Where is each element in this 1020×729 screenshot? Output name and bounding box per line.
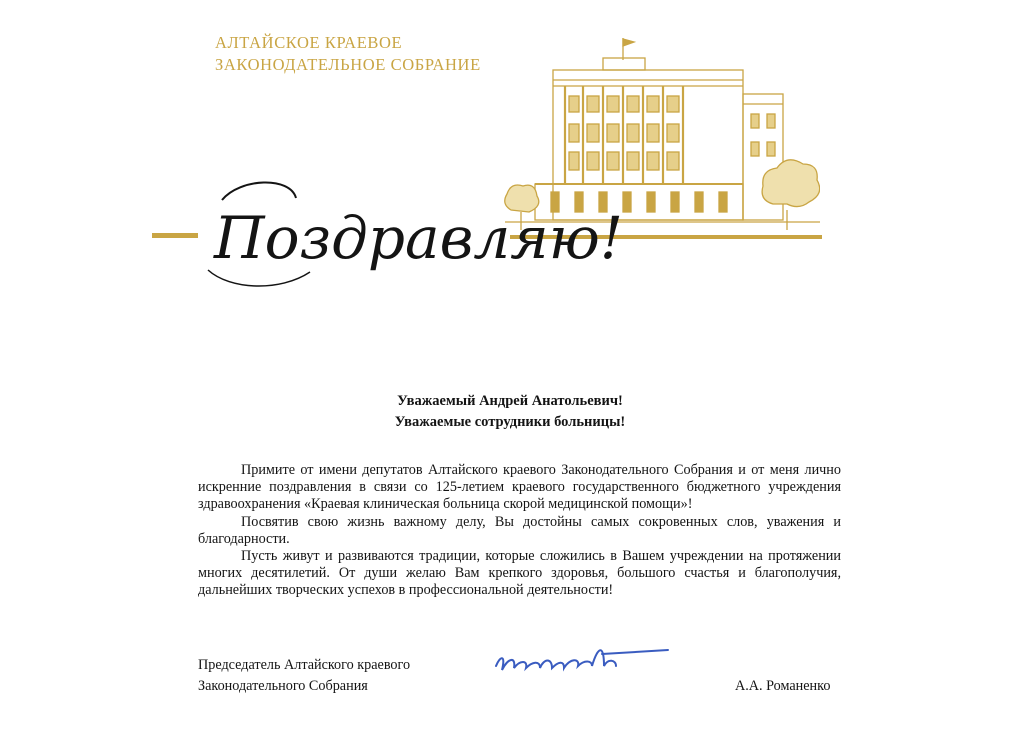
congratulations-script-heading [200,160,624,300]
greeting-line1: Уважаемый Андрей Анатольевич! [397,393,623,409]
org-name-line1: АЛТАЙСКОЕ КРАЕВОЕ [215,33,403,52]
greeting [230,391,790,433]
script-heading-text: Поздравляю! [214,204,624,272]
org-name-line2: ЗАКОНОДАТЕЛЬНОЕ СОБРАНИЕ [215,55,481,74]
body-paragraph-2: Посвятив свою жизнь важному делу, Вы достойны самых сокровенных слов, уважения и благодарности. [198,513,841,547]
signatory-title-line1: Председатель Алтайского краевого [198,657,411,673]
signature-drawing [488,636,688,686]
greeting-line2: Уважаемые сотрудники больницы! [394,414,626,430]
signatory-name: А.А. Романенко [735,678,831,694]
signatory-title [198,655,410,697]
organization-name [215,32,481,76]
handwritten-signature [488,636,688,686]
body-paragraph-3: Пусть живут и развиваются традиции, которые сложились в Вашем учреждении на протяжении многих десятилетий. От души желаю Вам крепкого здоровья, большого счастья и благополучия, дальнейших творческих успехов в профессиональной деятельности! [198,548,841,599]
letter-body [198,462,841,600]
decorative-rule-left [152,233,198,238]
script-heading-svg [200,160,624,300]
signatory-title-line2: Законодательного Собрания [198,678,368,694]
body-paragraph-1: Примите от имени депутатов Алтайского краевого Законодательного Собрания и от меня лично искренние поздравления в связи со 125-летием краевого государственного бюджетного учреждения здравоохранения «Краевая клиническая больница скорой медицинской помощи»! [198,462,841,513]
